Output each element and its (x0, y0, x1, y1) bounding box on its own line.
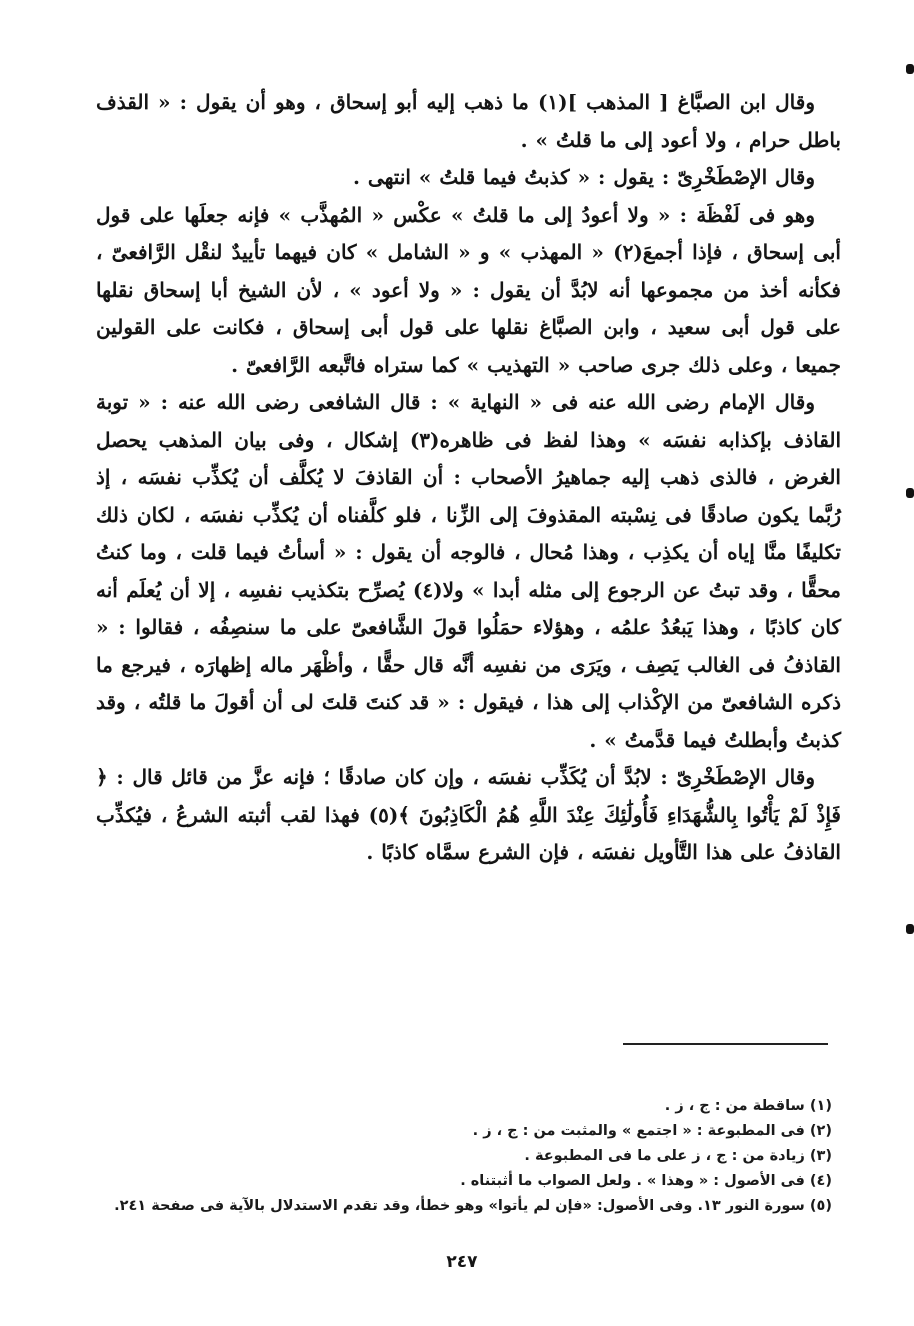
main-text (96, 84, 841, 872)
scan-edge-mark (906, 488, 914, 498)
page-number: ٢٤٧ (446, 1252, 478, 1272)
footnotes (110, 1094, 832, 1219)
paragraph-4: وقال الإمام رضى الله عنه فى « النهاية » : قال الشافعى رضى الله عنه : « توبة القاذف بإكذابه نفسَه » وهذا لفظ فى ظاهره(٣) إشكال ، وفى بيان المذهب يحصل الغرض ، فالذى ذهب إليه جماهيرُ الأصحاب : أن القاذفَ لا يُكلَّف أن يُكذِّب نفسَه ، إذ رُبَّما يكون صادقًا فى نِسْبته المقذوفَ إلى الزِّنا ، فلو كلَّفناه أن يُكذِّب نفسَه ، لكان ذلك تكليفًا منَّا إياه أن يكذِب ، وهذا مُحال ، فالوجه أن يقول : « أسأتُ فيما قلت ، وما كنتُ محقًّا ، وقد تبتُ عن الرجوع إلى مثله أبدا » ولا(٤) يُصرِّح بتكذيب نفسِه ، إلا أن يُعلَم أنه كان كاذبًا ، وهذا يَبعُدُ علمُه ، وهؤلاء حمَلُوا قولَ الشَّافعىّ على ما سنصِفُه ، فقالوا : « القاذفُ فى الغالب يَصِف ، ويَرَى من نفسِه أنَّه قال حقًّا ، وأظْهَر ماله إظهارَه ، فيرجع ما ذكره الشافعىّ من الإكْذاب إلى هذا ، فيقول : « قد كنتَ قلتَ لى أن أقولَ ما قلتُه ، وقد كذبتُ وأبطلتُ فيما قدَّمتُ » . (96, 390, 841, 752)
footnote-1: (١) ساقطة من : ج ، ز . (664, 1098, 832, 1114)
footnote-separator (623, 1043, 828, 1045)
footnote-4: (٤) فى الأصول : « وهذا » . ولعل الصواب ما أثبتناه . (460, 1173, 832, 1189)
footnote-2: (٢) فى المطبوعة : « اجتمع » والمثبت من : ج ، ز . (472, 1123, 832, 1139)
scan-edge-mark (906, 924, 914, 934)
paragraph-2: وقال الإصْطَخْرِىّ : يقول : « كذبتُ فيما قلتُ » انتهى . (352, 165, 815, 189)
scan-edge-mark (906, 64, 914, 74)
footnote-5: (٥) سورة النور ١٣. وفى الأصول: «فإن لم يأتوا» وهو خطأ، وقد تقدم الاستدلال بالآية فى صفحة ٢٤١. (114, 1198, 832, 1214)
paragraph-3: وهو فى لَفْظَة : « ولا أعودُ إلى ما قلتُ » عكْس « المُهذَّب » فإنه جعلَها على قول أبى إسحاق ، فإذا أجمعَ(٢) « المهذب » و « الشامل » كان فيهما تأييدٌ لنقْل الرَّافعىّ ، فكأنه أخذ من مجموعها أنه لابُدَّ أن يقول : « ولا أعود » ، لأن الشيخ أبا إسحاق نقلها على قول أبى سعيد ، وابن الصبَّاغ نقلها على قول أبى إسحاق ، فكانت على القولين جميعا ، وعلى ذلك جرى صاحب « التهذيب » كما ستراه فاتَّبعه الرَّافعىّ . (96, 202, 841, 377)
footnote-3: (٣) زيادة من : ج ، ز على ما فى المطبوعة . (524, 1148, 832, 1164)
paragraph-5: وقال الإصْطَخْرِىّ : لابُدَّ أن يُكَذِّب نفسَه ، وإن كان صادقًا ؛ فإنه عزَّ من قائل قال : ﴿ فَإِذْ لَمْ يَأْتُوا بِالشُّهَدَاءِ فَأُولَٰئِكَ عِنْدَ اللَّهِ هُمُ الْكَاذِبُونَ ﴾(٥) فهذا لقب أثبته الشرعُ ، فيُكذِّب القاذفُ على هذا التَّأويل نفسَه ، فإن الشرع سمَّاه كاذبًا . (96, 765, 841, 864)
paragraph-1: وقال ابن الصبَّاغ [ المذهب ](١) ما ذهب إليه أبو إسحاق ، وهو أن يقول : « القذف باطل حرام ، ولا أعود إلى ما قلتُ » . (96, 90, 841, 152)
